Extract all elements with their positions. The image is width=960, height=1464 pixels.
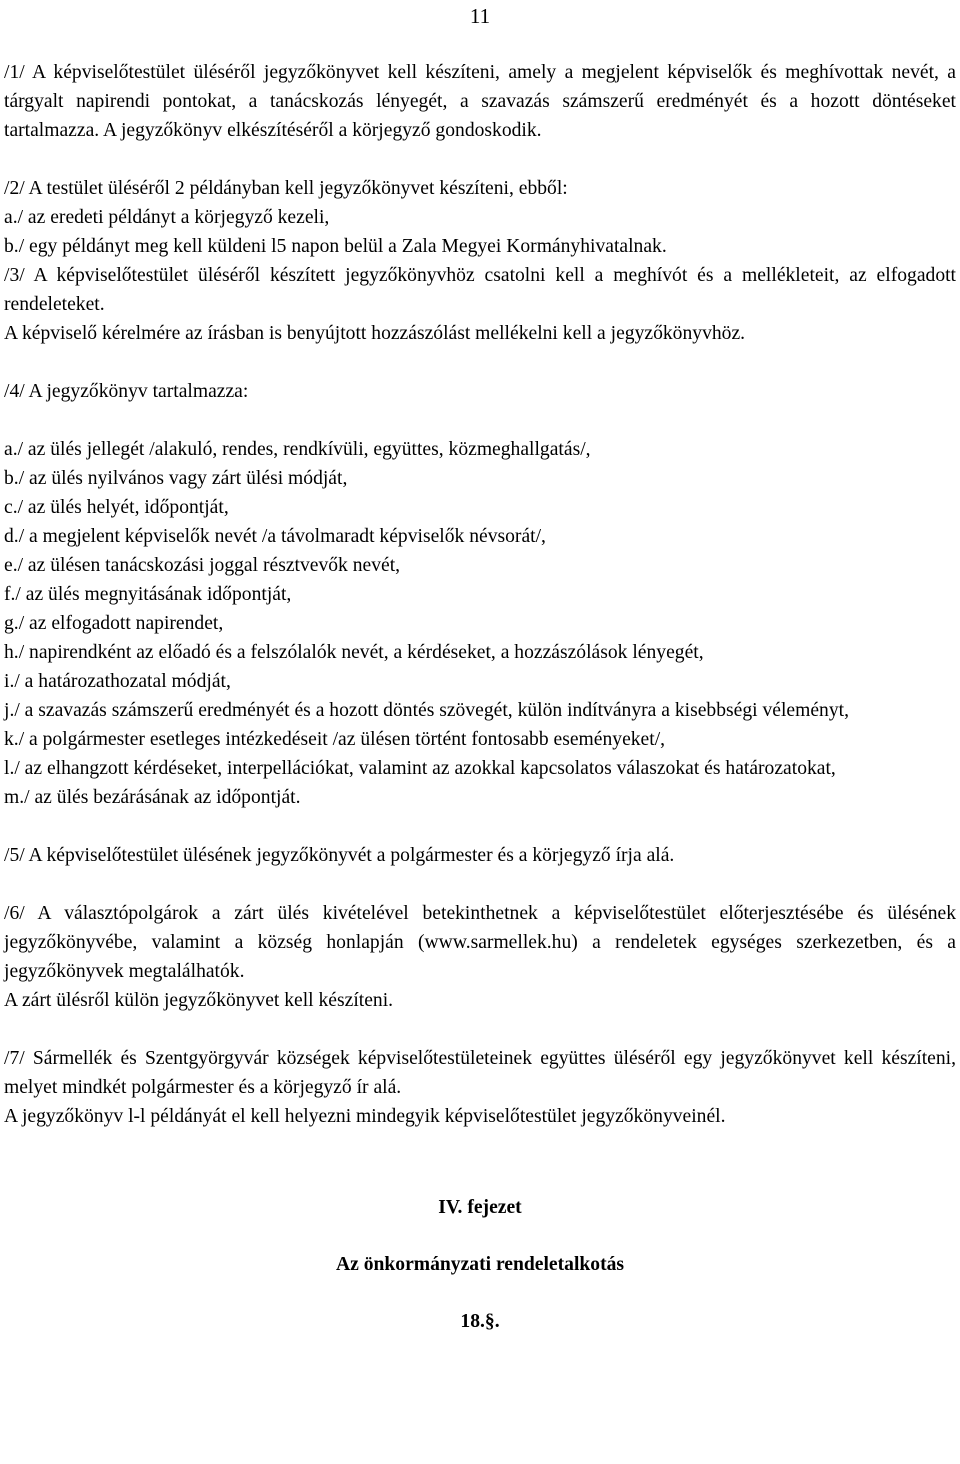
section-4-intro: /4/ A jegyzőkönyv tartalmazza: <box>4 381 249 402</box>
list-item: a./ az ülés jellegét /alakuló, rendes, rendkívüli, együttes, közmeghallgatás/, <box>4 439 591 460</box>
section-1: /1/ A képviselőtestület üléséről jegyzőkönyvet kell készíteni, amely a megjelent képviselők és meghívottak nevét, a tárgyalt napirendi pontokat, a tanácskozás lényegét, a szavazás számszerű eredményét és a hozott döntéseket tartalmazza. A jegyzőkönyv elkészítéséről a körjegyző gondoskodik. <box>4 62 956 141</box>
section-2-item-a: a./ az eredeti példányt a körjegyző kezeli, <box>4 207 330 228</box>
page-number: 11 <box>469 4 491 28</box>
section-6: /6/ A választópolgárok a zárt ülés kivételével betekinthetnek a képviselőtestület előterjesztésébe és ülésének jegyzőkönyvébe, valamint a község honlapján (www.sarmellek.hu) a rendeletek egységes szerkezetben, és a jegyzőkönyvek megtalálhatók. <box>4 903 956 982</box>
list-item: j./ a szavazás számszerű eredményét és a hozott döntés szövegét, külön indítványra a kisebbségi véleményt, <box>4 700 849 721</box>
list-item: b./ az ülés nyilvános vagy zárt ülési módját, <box>4 468 348 489</box>
section-5: /5/ A képviselőtestület ülésének jegyzőkönyvét a polgármester és a körjegyző írja alá. <box>4 845 675 866</box>
chapter-number: IV. fejezet <box>438 1197 522 1218</box>
section-3-continued: A képviselő kérelmére az írásban is benyújtott hozzászólást mellékelni kell a jegyzőkönyvhöz. <box>4 323 746 344</box>
document-body <box>4 58 956 1336</box>
list-item: f./ az ülés megnyitásának időpontját, <box>4 584 292 605</box>
list-item: e./ az ülésen tanácskozási joggal résztvevők nevét, <box>4 555 401 576</box>
list-item: d./ a megjelent képviselők nevét /a távolmaradt képviselők névsorát/, <box>4 526 546 547</box>
section-6-continued: A zárt ülésről külön jegyzőkönyvet kell készíteni. <box>4 990 394 1011</box>
section-3: /3/ A képviselőtestület üléséről készített jegyzőkönyvhöz csatolni kell a meghívót és a mellékleteit, az elfogadott rendeleteket. <box>4 265 956 315</box>
list-item: g./ az elfogadott napirendet, <box>4 613 224 634</box>
paragraph-number: 18.§. <box>460 1311 500 1332</box>
list-item: h./ napirendként az előadó és a felszólalók nevét, a kérdéseket, a hozzászólások lényegét, <box>4 642 704 663</box>
list-item: m./ az ülés bezárásának az időpontját. <box>4 787 301 808</box>
list-item: k./ a polgármester esetleges intézkedéseit /az ülésen történt fontosabb eseményeket/, <box>4 729 666 750</box>
section-7-continued: A jegyzőkönyv l-l példányát el kell helyezni mindegyik képviselőtestület jegyzőkönyveinél. <box>4 1106 726 1127</box>
list-item: l./ az elhangzott kérdéseket, interpellációkat, valamint az azokkal kapcsolatos válaszokat és határozatokat, <box>4 758 836 779</box>
list-item: i./ a határozathozatal módját, <box>4 671 231 692</box>
list-item: c./ az ülés helyét, időpontját, <box>4 497 229 518</box>
section-2-intro: /2/ A testület üléséről 2 példányban kell jegyzőkönyvet készíteni, ebből: <box>4 178 568 199</box>
section-2-item-b: b./ egy példányt meg kell küldeni l5 napon belül a Zala Megyei Kormányhivatalnak. <box>4 236 667 257</box>
section-7: /7/ Sármellék és Szentgyörgyvár községek képviselőtestületeinek együttes üléséről egy jegyzőkönyvet kell készíteni, melyet mindkét polgármester és a körjegyző ír alá. <box>4 1048 956 1098</box>
chapter-title: Az önkormányzati rendeletalkotás <box>335 1254 625 1275</box>
